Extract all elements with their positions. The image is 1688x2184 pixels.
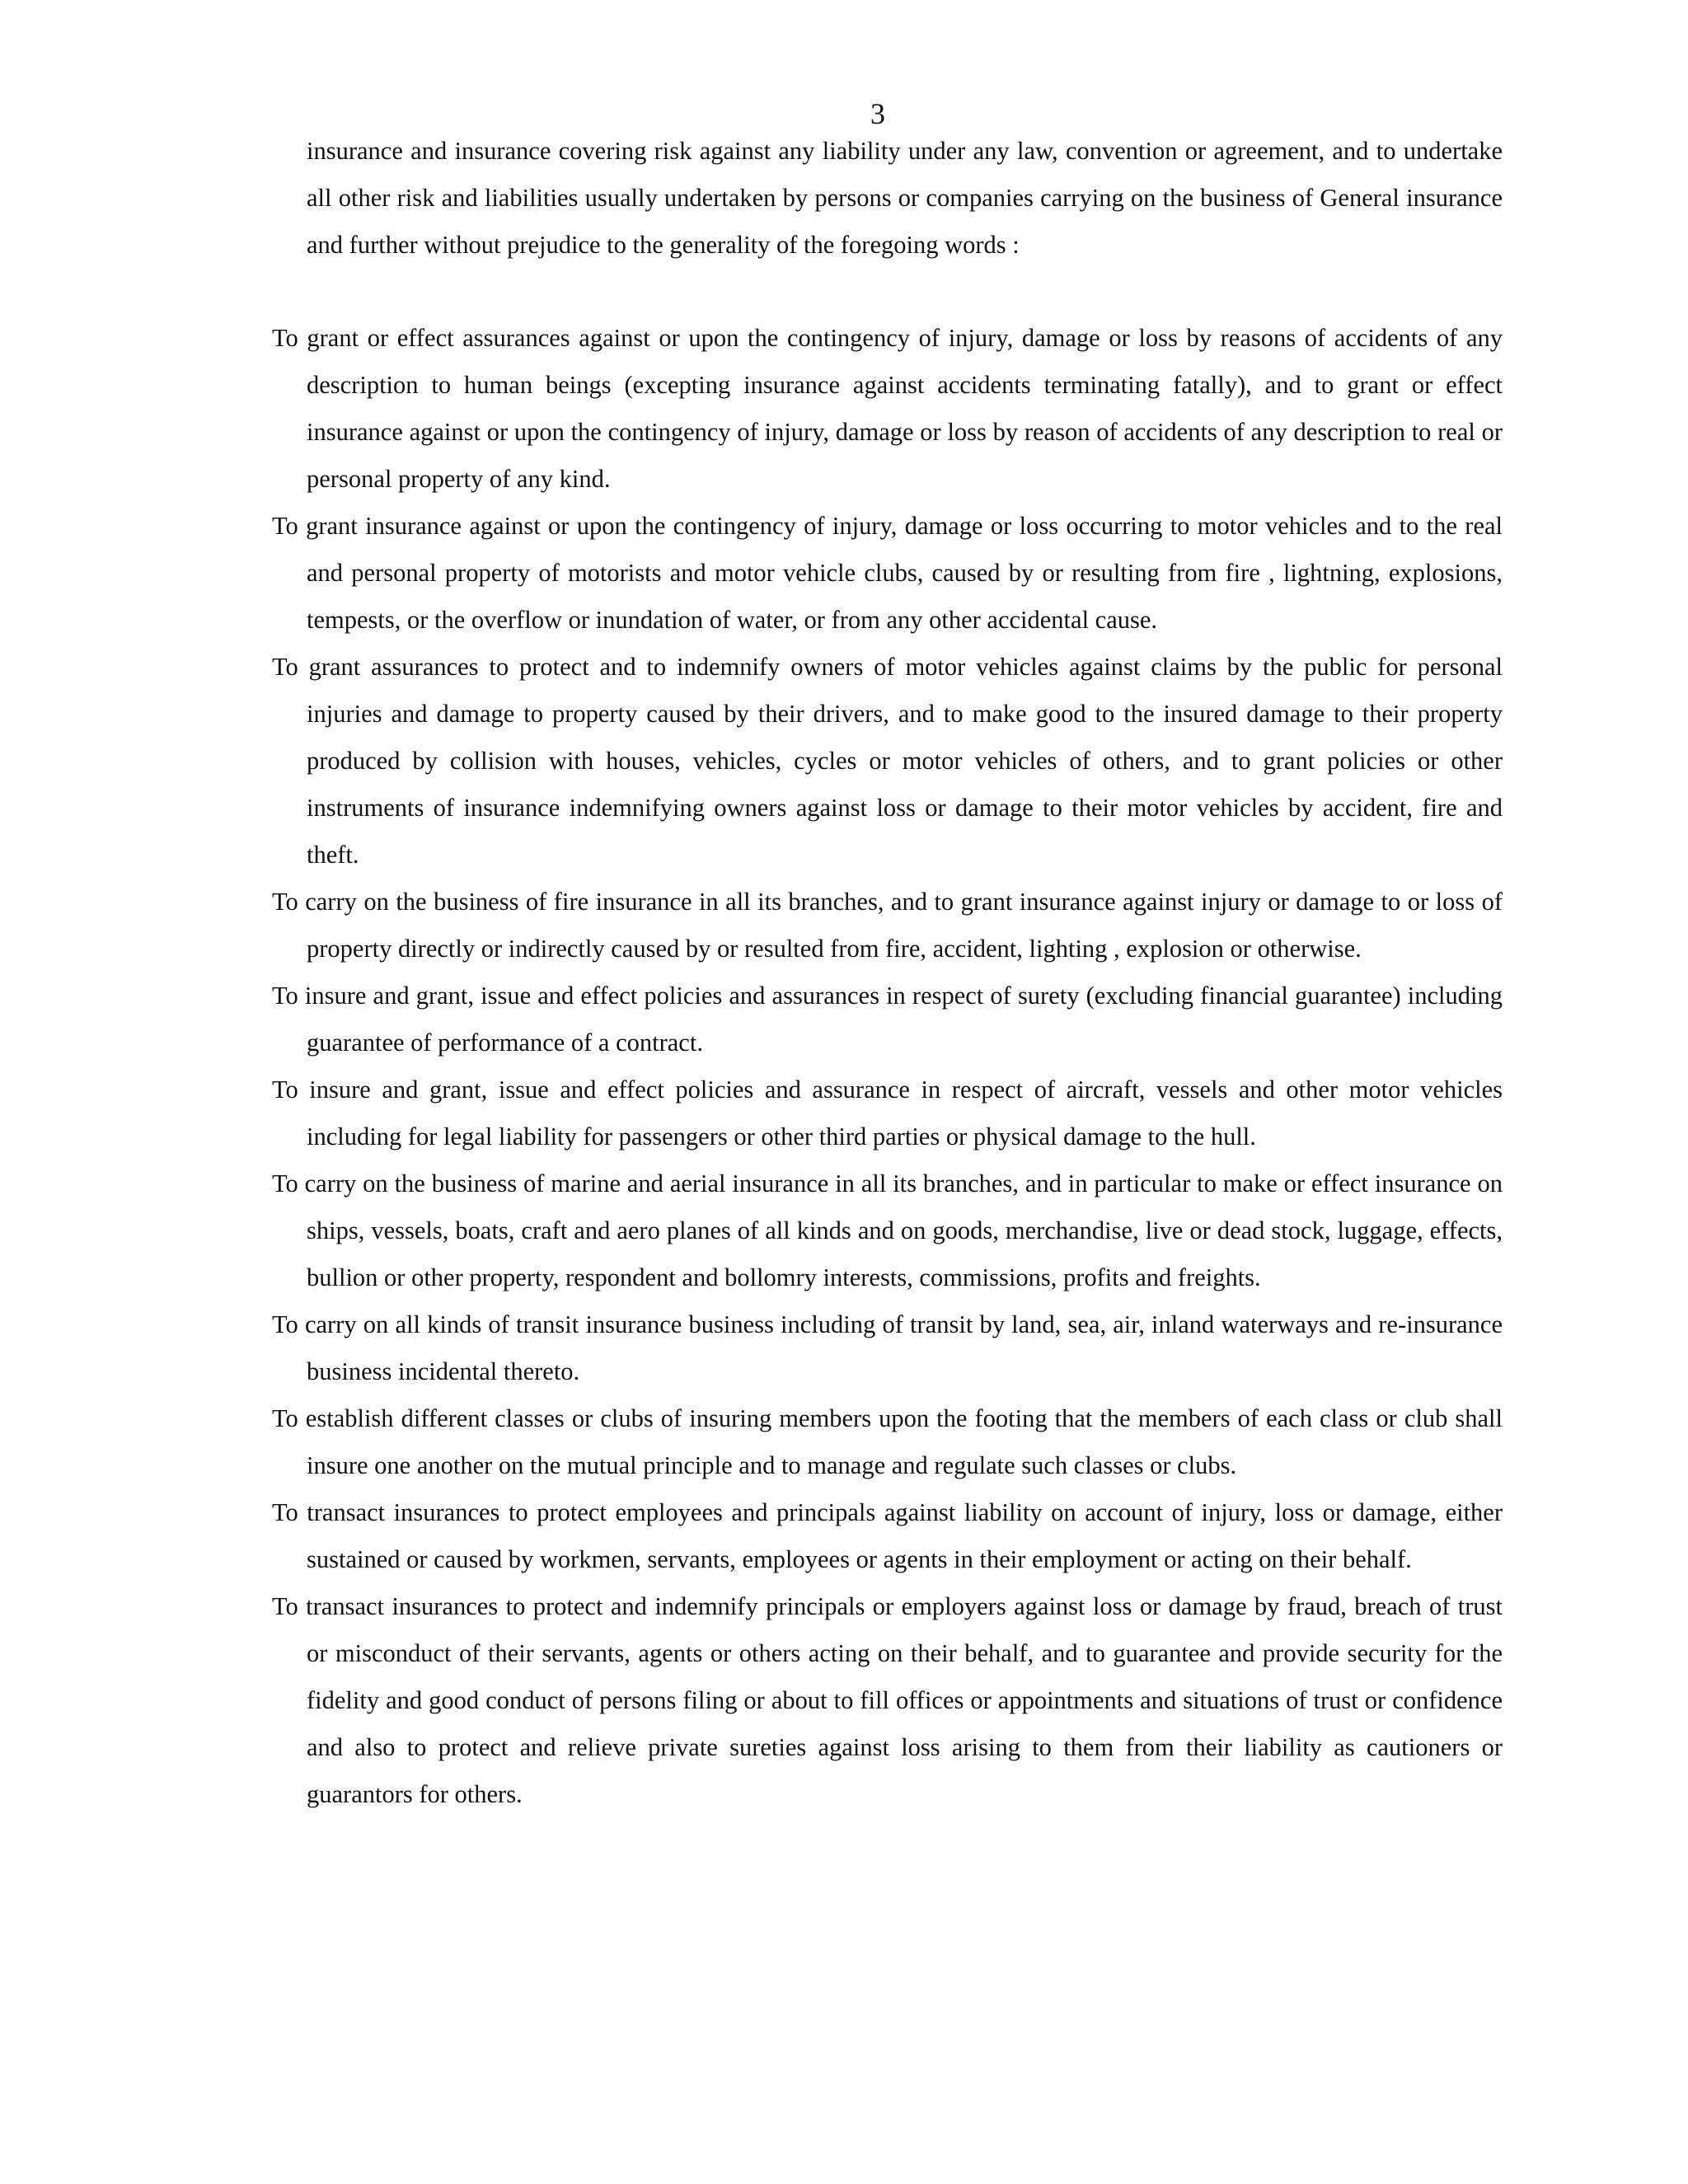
clause-paragraph: To carry on all kinds of transit insurance business including of transit by land, sea, air, inland waterways and re-insurance business incidental thereto. — [272, 1310, 1503, 1385]
clause-paragraph: To grant insurance against or upon the contingency of injury, damage or loss occurring to motor vehicles and to the real and personal property of motorists and motor vehicle clubs, caused by or resulting from fire , lightning, explosions, tempests, or the overflow or inundation of water, or from any other accidental cause. — [272, 512, 1503, 634]
clause-paragraph: To transact insurances to protect employees and principals against liability on account of injury, loss or damage, either sustained or caused by workmen, servants, employees or agents in their employment or acting on their behalf. — [272, 1498, 1503, 1573]
clause-paragraph: To carry on the business of marine and aerial insurance in all its branches, and in particular to make or effect insurance on ships, vessels, boats, craft and aero planes of all kinds and on goods, merchandise, live or dead stock, luggage, effects, bullion or other property, respondent and bollomry interests, commissions, profits and freights. — [272, 1169, 1503, 1291]
page-number: 3 — [870, 97, 885, 130]
clause-paragraph: To insure and grant, issue and effect policies and assurances in respect of surety (excluding financial guarantee) including guarantee of performance of a contract. — [272, 982, 1503, 1057]
document-body — [272, 128, 1503, 1818]
clause-paragraph: To carry on the business of fire insurance in all its branches, and to grant insurance against injury or damage to or loss of property directly or indirectly caused by or resulted from fire, accident, lighting , explosion or otherwise. — [272, 888, 1503, 963]
intro-paragraph: insurance and insurance covering risk against any liability under any law, convention or agreement, and to undertake all other risk and liabilities usually undertaken by persons or companies carrying on the business of General insurance and further without prejudice to the generality of the foregoing words : — [307, 137, 1503, 259]
clause-paragraph: To grant assurances to protect and to indemnify owners of motor vehicles against claims by the public for personal injuries and damage to property caused by their drivers, and to make good to the insured damage to their property produced by collision with houses, vehicles, cycles or motor vehicles of others, and to grant policies or other instruments of insurance indemnifying owners against loss or damage to their motor vehicles by accident, fire and theft. — [272, 653, 1503, 869]
clause-paragraph: To grant or effect assurances against or upon the contingency of injury, damage or loss by reasons of accidents of any description to human beings (excepting insurance against accidents terminating fatally), and to grant or effect insurance against or upon the contingency of injury, damage or loss by reason of accidents of any description to real or personal property of any kind. — [272, 324, 1503, 493]
clause-paragraph: To insure and grant, issue and effect policies and assurance in respect of aircraft, vessels and other motor vehicles including for legal liability for passengers or other third parties or physical damage to the hull. — [272, 1076, 1503, 1151]
clause-paragraph: To establish different classes or clubs of insuring members upon the footing that the members of each class or club shall insure one another on the mutual principle and to manage and regulate such classes or clubs. — [272, 1404, 1503, 1479]
clause-paragraph: To transact insurances to protect and indemnify principals or employers against loss or damage by fraud, breach of trust or misconduct of their servants, agents or others acting on their behalf, and to guarantee and provide security for the fidelity and good conduct of persons filing or about to fill offices or appointments and situations of trust or confidence and also to protect and relieve private sureties against loss arising to them from their liability as cautioners or guarantors for others. — [272, 1592, 1503, 1808]
